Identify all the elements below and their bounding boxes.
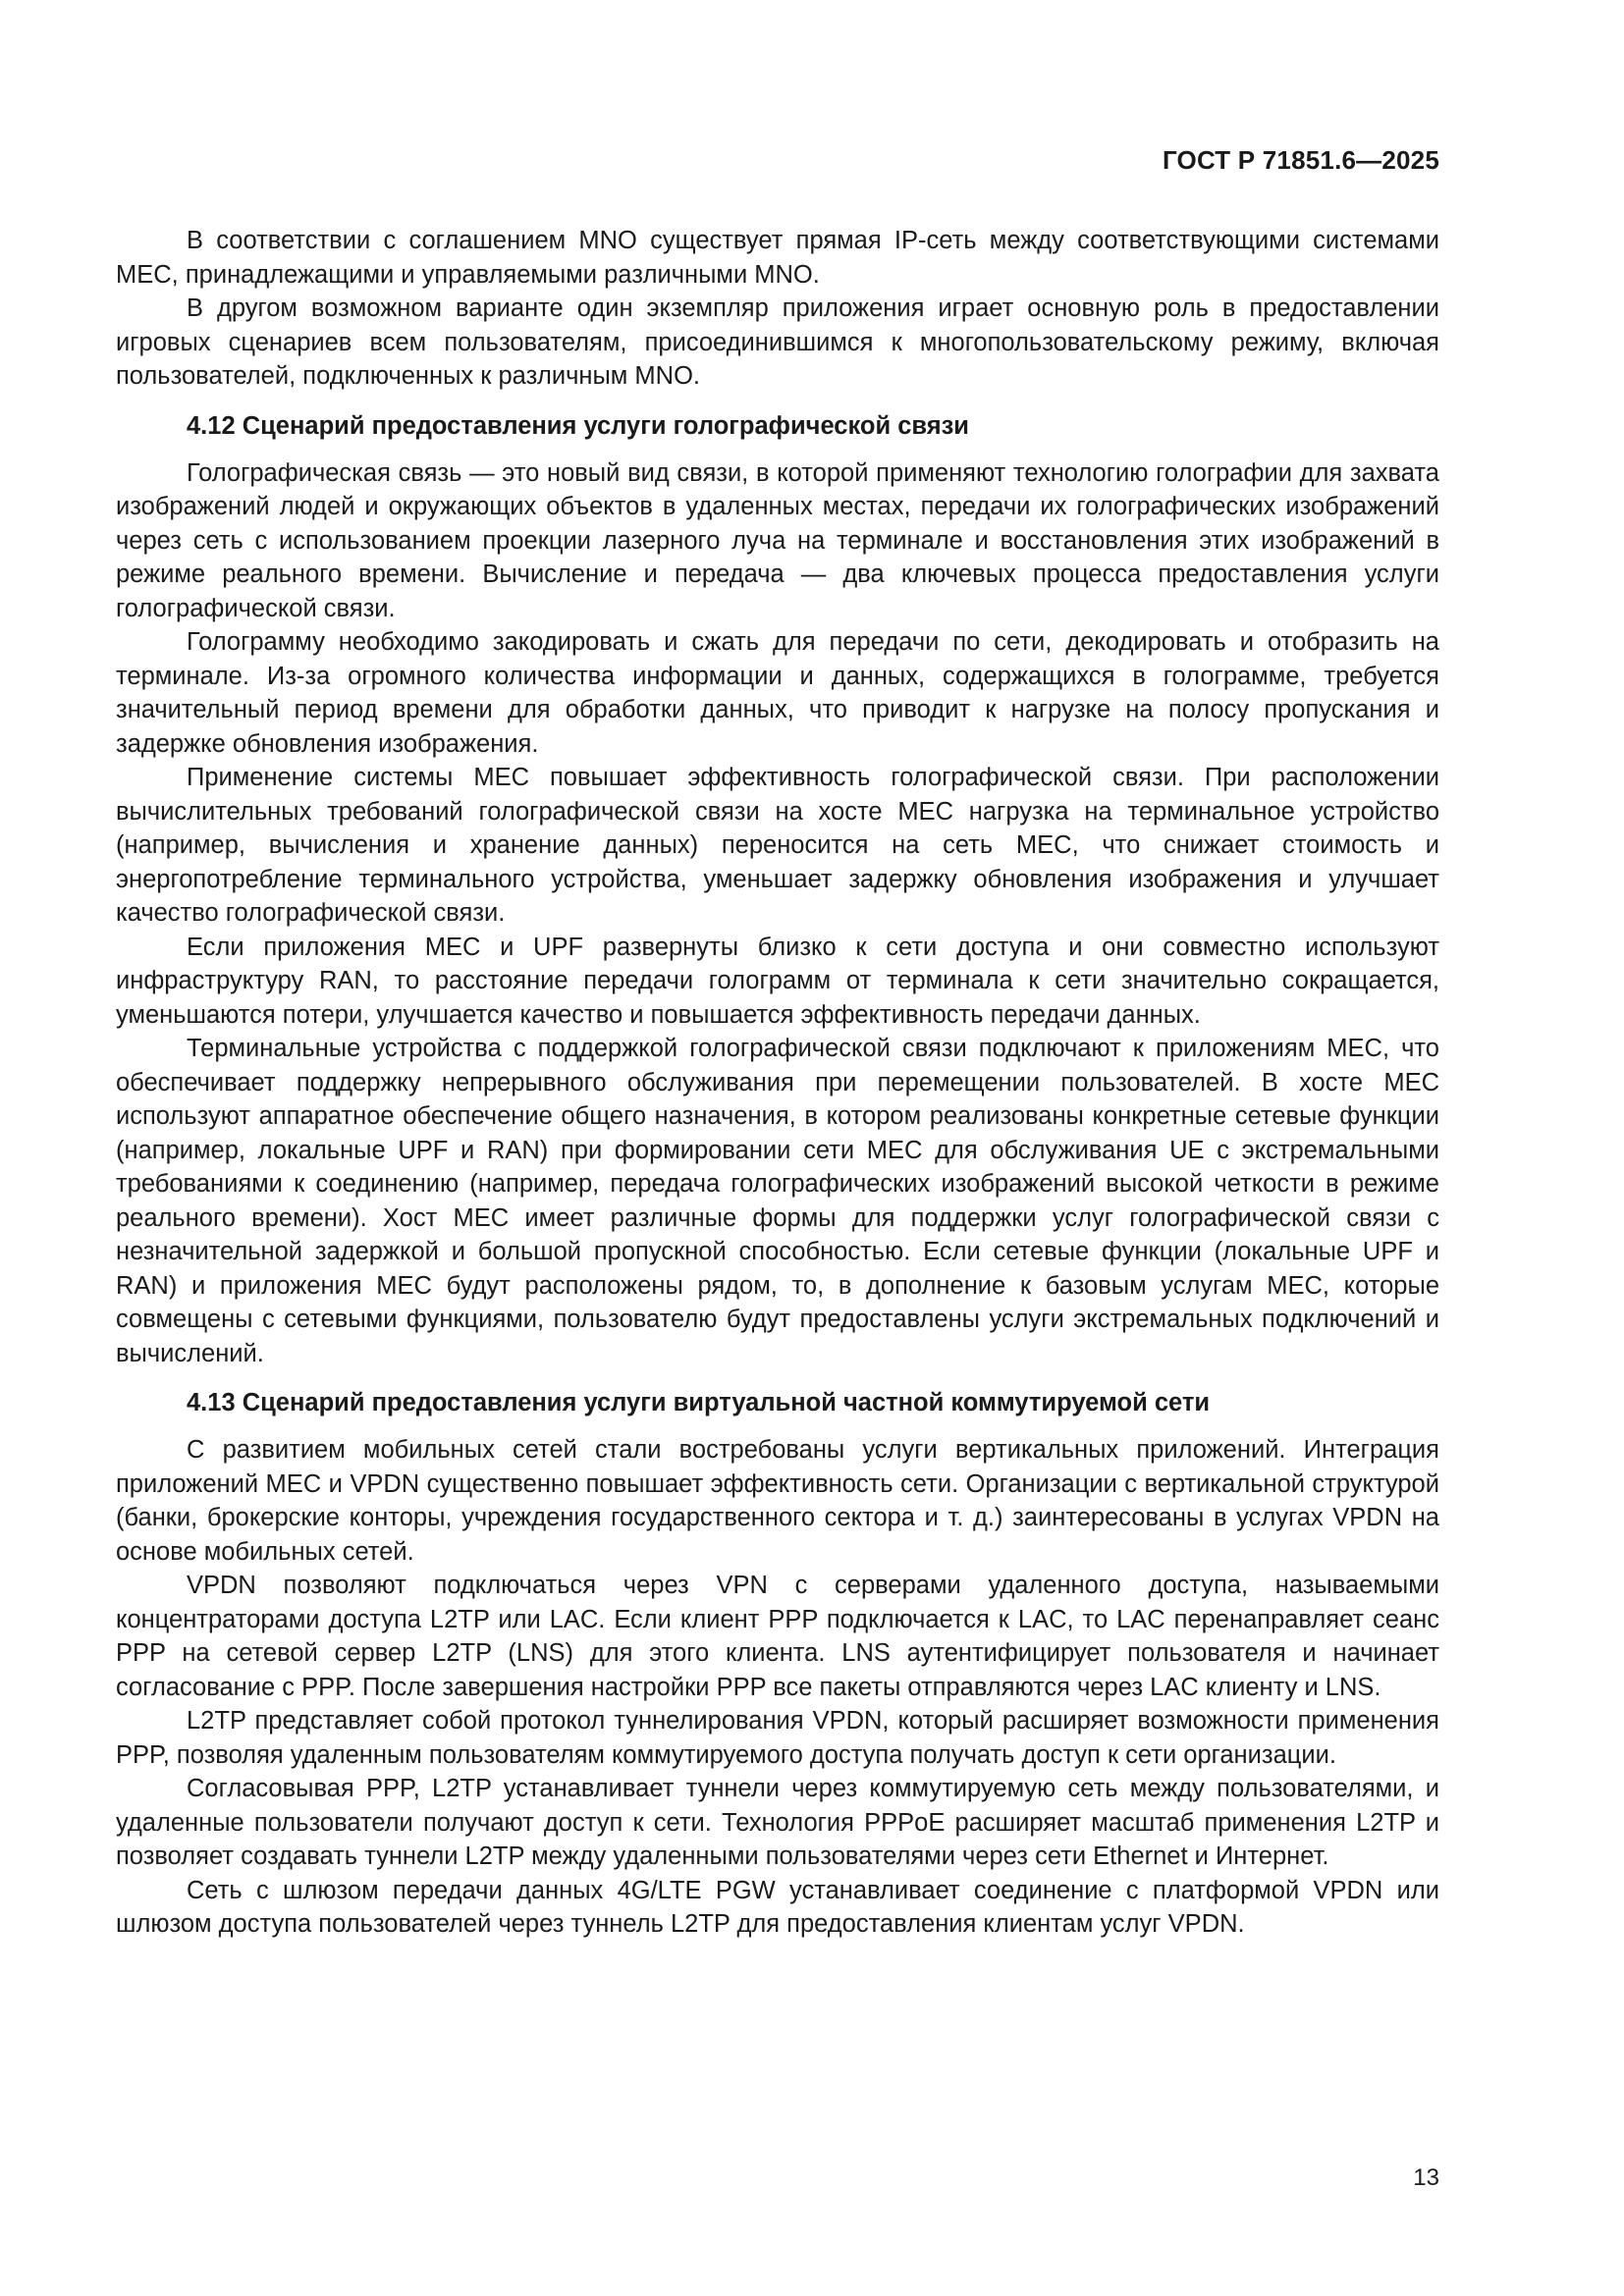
- paragraph: Терминальные устройства с поддержкой голографической связи подключают к приложениям MEC, что обеспечивает поддержку непрерывного обслуживания при перемещении пользователей. В хосте MEC используют аппаратное обеспечение общего назначения, в котором реализованы конкретные сетевые функции (например, локальные UPF и RAN) при формировании сети MEC для обслуживания UE с экстремальными требованиями к соединению (например, передача голографических изображений высокой четкости в режиме реального времени). Хост MEC имеет различные формы для поддержки услуг голографической связи с незначительной задержкой и большой пропускной способностью. Если сетевые функции (локальные UPF и RAN) и приложения MEC будут расположены рядом, то, в дополнение к базовым услугам MEC, которые совмещены с сетевыми функциями, пользователю будут предоставлены услуги экстремальных подключений и вычислений.: [116, 1035, 1439, 1367]
- paragraph: С развитием мобильных сетей стали востребованы услуги вертикальных приложений. Интеграция приложений MEC и VPDN существенно повышает эффективность сети. Организации с вертикальной структурой (банки, брокерские конторы, учреждения государственного сектора и т. д.) заинтересованы в услугах VPDN на основе мобильных сетей.: [116, 1436, 1439, 1566]
- document-id-header: ГОСТ Р 71851.6—2025: [1162, 145, 1439, 175]
- paragraph: VPDN позволяют подключаться через VPN с серверами удаленного доступа, называемыми концентраторами доступа L2TP или LAC. Если клиент PPP подключается к LAC, то LAC перенаправляет сеанс PPP на сетевой сервер L2TP (LNS) для этого клиента. LNS аутентифицирует пользователя и начинает согласование с PPP. После завершения настройки PPP все пакеты отправляются через LAC клиенту и LNS.: [116, 1572, 1439, 1701]
- paragraph: Голографическая связь — это новый вид связи, в которой применяют технологию голографии для захвата изображений людей и окружающих объектов в удаленных местах, передачи их голографических изображений через сеть с использованием проекции лазерного луча на терминале и восстановления этих изображений в режиме реального времени. Вычисление и передача — два ключевых процесса предоставления услуги голографической связи.: [116, 458, 1439, 622]
- paragraph: L2TP представляет собой протокол туннелирования VPDN, который расширяет возможности применения PPP, позволяя удаленным пользователям коммутируемого доступа получать доступ к сети организации.: [116, 1707, 1439, 1769]
- page-number: 13: [1413, 2164, 1439, 2191]
- paragraph: В другом возможном варианте один экземпляр приложения играет основную роль в предоставлении игровых сценариев всем пользователям, присоединившимся к многопользовательскому режиму, включая пользователей, подключенных к различным MNO.: [116, 294, 1439, 390]
- section-heading-4-12: 4.12 Сценарий предоставления услуги голографической связи: [187, 411, 969, 440]
- document-body: [116, 224, 1439, 1942]
- paragraph: Применение системы MEC повышает эффективность голографической связи. При расположении вычислительных требований голографической связи на хосте MEC нагрузка на терминальное устройство (например, вычисления и хранение данных) переносится на сеть MEC, что снижает стоимость и энергопотребление терминального устройства, уменьшает задержку обновления изображения и улучшает качество голографической связи.: [116, 764, 1439, 927]
- paragraph: Согласовывая PPP, L2TP устанавливает туннели через коммутируемую сеть между пользователями, и удаленные пользователи получают доступ к сети. Технология PPPoE расширяет масштаб применения L2TP и позволяет создавать туннели L2TP между удаленными пользователями через сети Ethernet и Интернет.: [116, 1775, 1439, 1870]
- section-heading-4-13: 4.13 Сценарий предоставления услуги виртуальной частной коммутируемой сети: [187, 1389, 1211, 1416]
- paragraph: Если приложения MEC и UPF развернуты близко к сети доступа и они совместно используют инфраструктуру RAN, то расстояние передачи голограмм от терминала к сети значительно сокращается, уменьшаются потери, улучшается качество и повышается эффективность передачи данных.: [116, 933, 1439, 1029]
- paragraph: Сеть с шлюзом передачи данных 4G/LTE PGW устанавливает соединение с платформой VPDN или шлюзом доступа пользователей через туннель L2TP для предоставления клиентам услуг VPDN.: [116, 1876, 1439, 1938]
- paragraph: Голограмму необходимо закодировать и сжать для передачи по сети, декодировать и отобразить на терминале. Из-за огромного количества информации и данных, содержащихся в голограмме, требуется значительный период времени для обработки данных, что приводит к нагрузке на полосу пропускания и задержке обновления изображения.: [116, 628, 1439, 758]
- paragraph: В соответствии с соглашением MNO существует прямая IP-сеть между соответствующими системами MEC, принадлежащими и управляемыми различными MNO.: [116, 227, 1439, 289]
